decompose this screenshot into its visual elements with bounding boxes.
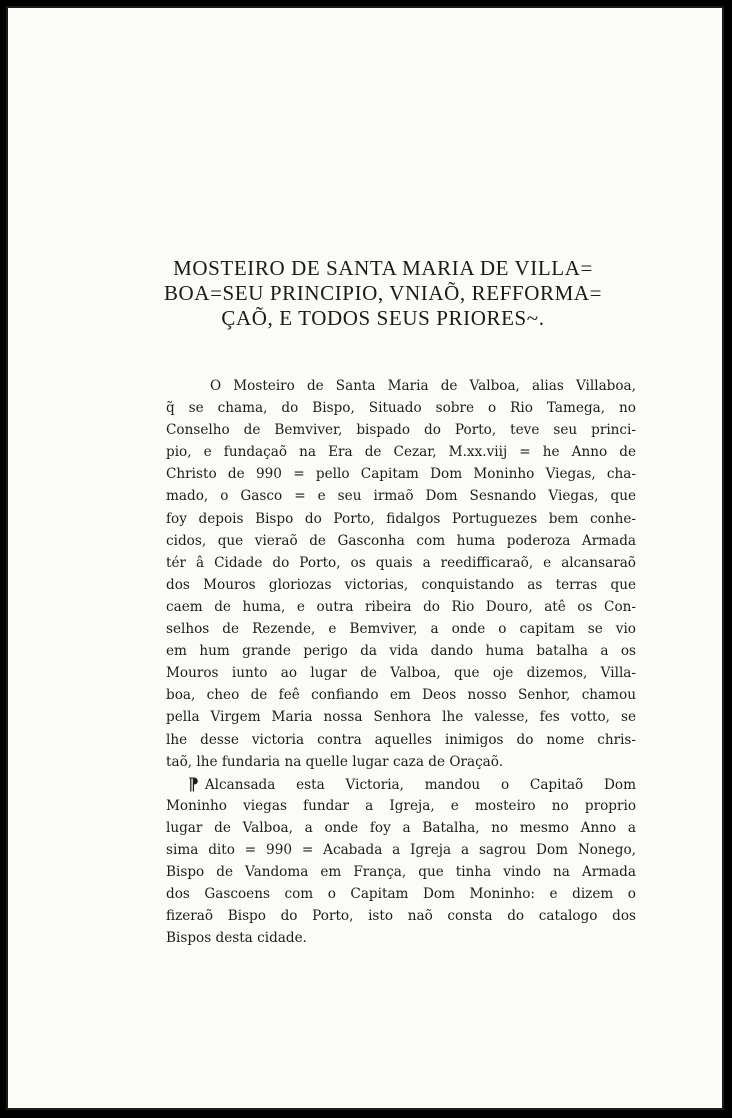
pilcrow-icon: ⁋ bbox=[188, 774, 199, 795]
text-line: Conselho de Bemviver, bispado do Porto, teve seu princi- bbox=[166, 422, 636, 439]
paragraph-2 bbox=[166, 773, 636, 950]
title-line: MOSTEIRO DE SANTA MARIA DE VILLA= bbox=[173, 256, 593, 280]
text-line: pio, e fundaçaõ na Era de Cezar, M.xx.viij = he Anno de bbox=[166, 444, 636, 461]
text-line: boa, cheo de feê confiando em Deos nosso Senhor, chamou bbox=[166, 687, 636, 704]
paragraph-1 bbox=[166, 375, 636, 773]
text-line: lhe desse victoria contra aquelles inimigos do nome chris- bbox=[166, 731, 636, 748]
text-line: sima dito = 990 = Acabada a Igreja a sagrou Dom Nonego, bbox=[166, 841, 636, 858]
text-line: taõ, lhe fundaria na quelle lugar caza de Oraçaõ. bbox=[166, 753, 504, 770]
text-line: q̃ se chama, do Bispo, Situado sobre o Rio Tamega, no bbox=[166, 400, 636, 417]
text-line: em hum grande perigo da vida dando huma batalha a os bbox=[166, 643, 636, 660]
page-title bbox=[148, 256, 618, 331]
text-line: pella Virgem Maria nossa Senhora lhe valesse, fes votto, se bbox=[166, 709, 636, 726]
text-line: selhos de Rezende, e Bemviver, a onde o capitam se vio bbox=[166, 621, 636, 638]
text-line: cidos, que vieraõ de Gasconha com huma poderoza Armada bbox=[166, 532, 636, 549]
text-line: foy depois Bispo do Porto, fidalgos Portuguezes bem conhe- bbox=[166, 510, 636, 527]
text-line: Bispo de Vandoma em França, que tinha vindo na Armada bbox=[166, 864, 636, 881]
text-line-content: Alcansada esta Victoria, mandou o Capitaõ Dom bbox=[204, 776, 636, 793]
text-line: mado, o Gasco = e seu irmaõ Dom Sesnando Viegas, que bbox=[166, 488, 636, 505]
manuscript-page bbox=[6, 6, 724, 1110]
body-text bbox=[166, 375, 636, 949]
text-line: Christo de 990 = pello Capitam Dom Moninho Viegas, cha- bbox=[166, 466, 636, 483]
text-line: caem de huma, e outra ribeira do Rio Douro, atê os Con- bbox=[166, 598, 636, 615]
text-line: Mouros iunto ao lugar de Valboa, que oje dizemos, Villa- bbox=[166, 665, 636, 682]
text-line: lugar de Valboa, a onde foy a Batalha, no mesmo Anno a bbox=[166, 819, 636, 836]
text-line bbox=[166, 773, 636, 795]
text-line: Moninho viegas fundar a Igreja, e mosteiro no proprio bbox=[166, 797, 636, 814]
text-line: tér â Cidade do Porto, os quais a reedifficaraõ, e alcansaraõ bbox=[166, 554, 636, 571]
title-line: ÇAÕ, E TODOS SEUS PRIORES~. bbox=[221, 306, 545, 330]
text-line: Bispos desta cidade. bbox=[166, 930, 307, 947]
text-line: dos Mouros gloriozas victorias, conquistando as terras que bbox=[166, 576, 636, 593]
text-line: O Mosteiro de Santa Maria de Valboa, alias Villaboa, bbox=[210, 378, 636, 394]
text-line: dos Gascoens com o Capitam Dom Moninho: e dizem o bbox=[166, 886, 636, 903]
text-line: fizeraõ Bispo do Porto, isto naõ consta do catalogo dos bbox=[166, 908, 636, 925]
title-line: BOA=SEU PRINCIPIO, VNIAÕ, REFFORMA= bbox=[163, 281, 603, 305]
